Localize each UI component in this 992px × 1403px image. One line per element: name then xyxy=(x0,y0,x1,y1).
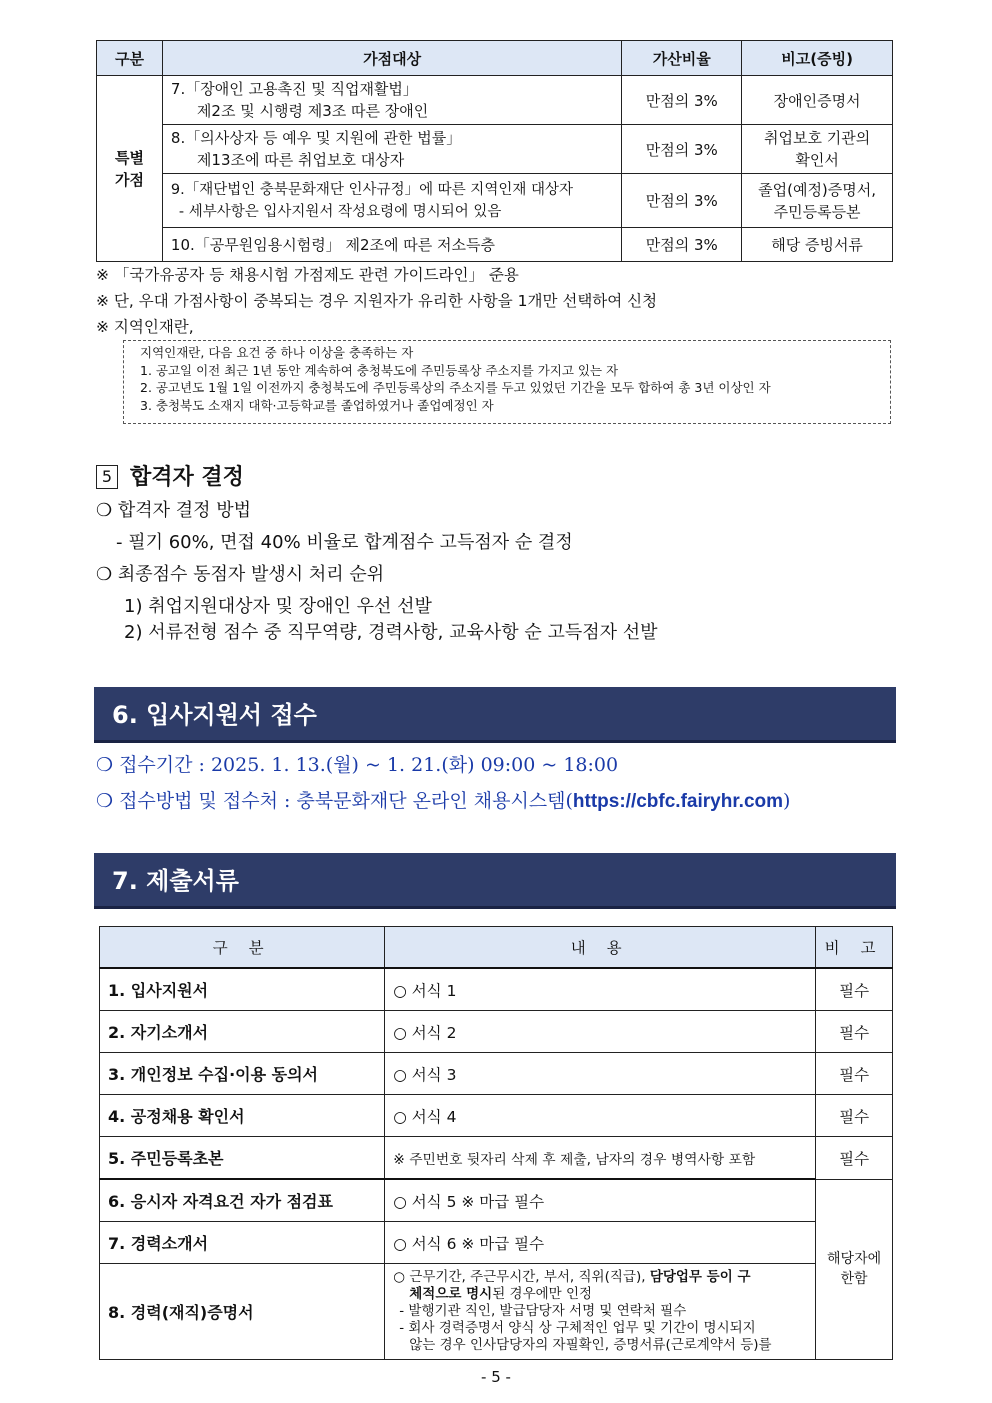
doc-remark: 필수 xyxy=(816,1011,893,1053)
application-method: ❍ 접수방법 및 접수처 : 충북문화재단 온라인 채용시스템(https://cbfc.fairyhr.com) xyxy=(96,790,791,812)
proof-cell: 취업보호 기관의 확인서 xyxy=(742,125,893,174)
tie-rule-2: 2) 서류전형 점수 중 직무역량, 경력사항, 교육사항 순 고득점자 선발 xyxy=(124,622,658,643)
table-row xyxy=(97,228,893,262)
box-line: 3. 충청북도 소재지 대학·고등학교를 졸업하였거나 졸업예정인 자 xyxy=(140,397,494,413)
section5-title: 5 합격자 결정 xyxy=(96,460,244,491)
regional-talent-box xyxy=(123,340,891,424)
target-cell: 9.「재단법인 충북문화재단 인사규정」에 따른 지역인재 대상자 - 세부사항은 입사지원서 작성요령에 명시되어 있음 xyxy=(162,174,621,228)
doc-content: ○ 서식 6 ※ 마급 필수 xyxy=(385,1222,816,1264)
doc-content: ※ 주민번호 뒷자리 삭제 후 제출, 남자의 경우 병역사항 포함 xyxy=(385,1137,816,1180)
proof-cell: 해당 증빙서류 xyxy=(742,228,893,262)
table-row xyxy=(100,1137,893,1180)
table-header-row xyxy=(100,927,893,969)
table-row xyxy=(100,1053,893,1095)
note-guideline: ※ 「국가유공자 등 채용시험 가점제도 관련 가이드라인」 준용 xyxy=(96,266,519,284)
application-period: ❍ 접수기간 : 2025. 1. 13.(월) ~ 1. 21.(화) 09:00 ~ 18:00 xyxy=(96,754,619,776)
doc-name: 4. 공정채용 확인서 xyxy=(100,1095,385,1137)
doc-remark: 필수 xyxy=(816,1095,893,1137)
table-row xyxy=(97,174,893,228)
table-row xyxy=(100,1179,893,1222)
doc-remark: 필수 xyxy=(816,1137,893,1180)
doc-name: 7. 경력소개서 xyxy=(100,1222,385,1264)
col-header: 내 용 xyxy=(385,927,816,969)
col-header: 가산비율 xyxy=(622,41,742,76)
col-header: 가점대상 xyxy=(162,41,621,76)
col-header: 구분 xyxy=(97,41,163,76)
doc-content: ○ 근무기간, 주근무시간, 부서, 직위(직급), 담당업무 등이 구 체적으로 명시된 경우에만 인정 - 발행기관 직인, 발급담당자 서명 및 연락처 필수 - 회사 경력증명서 양식 상 구체적인 업무 및 기간이 명시되지 않는 경우 인사담당자의 자필확인, 증명서류(근로계약서 등)를 xyxy=(385,1264,816,1360)
doc-content: ○ 서식 3 xyxy=(385,1053,816,1095)
doc-name: 1. 입사지원서 xyxy=(100,968,385,1011)
section6-banner: 6. 입사지원서 접수 xyxy=(94,687,896,743)
note-regional: ※ 지역인재란, xyxy=(96,318,194,336)
bonus-points-table xyxy=(96,40,893,262)
doc-content: ○ 서식 2 xyxy=(385,1011,816,1053)
doc-name: 5. 주민등록초본 xyxy=(100,1137,385,1180)
target-cell: 8.「의사상자 등 예우 및 지원에 관한 법률」 제13조에 따른 취업보호 대상자 xyxy=(162,125,621,174)
col-header: 비 고 xyxy=(816,927,893,969)
table-row xyxy=(100,1095,893,1137)
table-row xyxy=(100,1011,893,1053)
ratio-cell: 만점의 3% xyxy=(622,76,742,125)
section-number-box: 5 xyxy=(96,465,118,489)
target-cell: 10.「공무원임용시험령」 제2조에 따른 저소득층 xyxy=(162,228,621,262)
method-heading: ❍ 합격자 결정 방법 xyxy=(96,500,252,521)
recruit-site-link[interactable]: https://cbfc.fairyhr.com xyxy=(572,791,784,812)
col-header: 비고(증빙) xyxy=(742,41,893,76)
note-duplicate: ※ 단, 우대 가점사항이 중복되는 경우 지원자가 유리한 사항을 1개만 선택하여 신청 xyxy=(96,292,658,310)
box-line: 지역인재란, 다음 요건 중 하나 이상을 충족하는 자 xyxy=(140,345,414,360)
table-row xyxy=(97,76,893,125)
doc-remark: 해당자에 한함 xyxy=(816,1179,893,1360)
doc-remark: 필수 xyxy=(816,1053,893,1095)
ratio-cell: 만점의 3% xyxy=(622,125,742,174)
proof-cell: 졸업(예정)증명서, 주민등록등본 xyxy=(742,174,893,228)
page-number: - 5 - xyxy=(481,1368,511,1386)
box-line: 2. 공고년도 1월 1일 이전까지 충청북도에 주민등록상의 주소지를 두고 있었던 기간을 모두 합하여 총 3년 이상인 자 xyxy=(140,380,771,395)
method-detail: - 필기 60%, 면접 40% 비율로 합계점수 고득점자 순 결정 xyxy=(116,532,573,553)
documents-table xyxy=(99,926,893,1360)
doc-remark: 필수 xyxy=(816,968,893,1011)
doc-name: 8. 경력(재직)증명서 xyxy=(100,1264,385,1360)
col-header: 구 분 xyxy=(100,927,385,969)
table-row xyxy=(100,1222,893,1264)
doc-name: 2. 자기소개서 xyxy=(100,1011,385,1053)
table-row xyxy=(97,125,893,174)
table-row xyxy=(100,1264,893,1360)
tie-rule-1: 1) 취업지원대상자 및 장애인 우선 선발 xyxy=(124,596,432,617)
target-cell: 7.「장애인 고용촉진 및 직업재활법」 제2조 및 시행령 제3조 따른 장애인 xyxy=(162,76,621,125)
doc-content: ○ 서식 4 xyxy=(385,1095,816,1137)
proof-cell: 장애인증명서 xyxy=(742,76,893,125)
doc-name: 3. 개인정보 수집·이용 동의서 xyxy=(100,1053,385,1095)
ratio-cell: 만점의 3% xyxy=(622,228,742,262)
doc-name: 6. 응시자 자격요건 자가 점검표 xyxy=(100,1179,385,1222)
box-line: 1. 공고일 이전 최근 1년 동안 계속하여 충청북도에 주민등록상 주소지를 가지고 있는 자 xyxy=(140,362,619,378)
category-cell: 특별 가점 xyxy=(97,76,163,262)
doc-content: ○ 서식 1 xyxy=(385,968,816,1011)
ratio-cell: 만점의 3% xyxy=(622,174,742,228)
doc-content: ○ 서식 5 ※ 마급 필수 xyxy=(385,1179,816,1222)
table-header-row xyxy=(97,41,893,76)
table-row xyxy=(100,968,893,1011)
tie-heading: ❍ 최종점수 동점자 발생시 처리 순위 xyxy=(96,564,385,585)
section7-banner: 7. 제출서류 xyxy=(94,853,896,909)
